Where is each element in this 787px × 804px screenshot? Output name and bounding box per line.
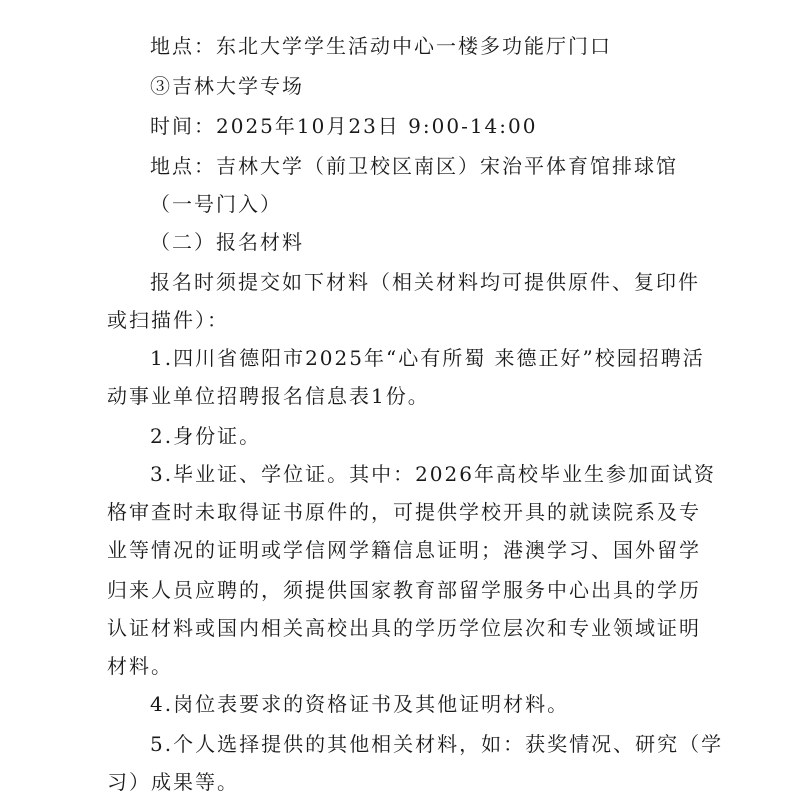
venue-line-jilin: 地点：吉林大学（前卫校区南区）宋治平体育馆排球馆	[150, 154, 678, 178]
session-heading-jilin: ③吉林大学专场	[150, 74, 304, 98]
item-5: 5.个人选择提供的其他相关材料，如：获奖情况、研究（学	[150, 732, 724, 756]
paragraph-intro: 报名时须提交如下材料（相关材料均可提供原件、复印件	[150, 270, 700, 294]
item-4: 4.岗位表要求的资格证书及其他证明材料。	[150, 692, 570, 716]
item-3-cont-5: 材料。	[107, 654, 173, 678]
paragraph-intro-cont: 或扫描件）：	[107, 308, 229, 332]
item-3-cont-1: 格审查时未取得证书原件的，可提供学校开具的就读院系及专	[107, 500, 701, 524]
item-3: 3.毕业证、学位证。其中：2026年高校毕业生参加面试资	[150, 462, 716, 486]
section-heading-materials: （二）报名材料	[150, 230, 304, 254]
item-3-cont-3: 归来人员应聘的，须提供国家教育部留学服务中心出具的学历	[107, 578, 701, 602]
item-1-cont: 动事业单位招聘报名信息表1份。	[107, 384, 430, 408]
item-3-cont-2: 业等情况的证明或学信网学籍信息证明；港澳学习、国外留学	[107, 538, 701, 562]
item-1: 1.四川省德阳市2025年“心有所蜀 来德正好”校园招聘活	[150, 346, 705, 370]
item-2: 2.身份证。	[150, 424, 262, 448]
item-3-cont-4: 认证材料或国内相关高校出具的学历学位层次和专业领域证明	[107, 616, 701, 640]
venue-line-neu: 地点：东北大学学生活动中心一楼多功能厅门口	[150, 34, 612, 58]
time-line-jilin: 时间：2025年10月23日 9:00-14:00	[150, 114, 538, 138]
item-5-cont: 习）成果等。	[107, 770, 239, 794]
venue-line-jilin-entrance: （一号门入）	[150, 192, 282, 216]
